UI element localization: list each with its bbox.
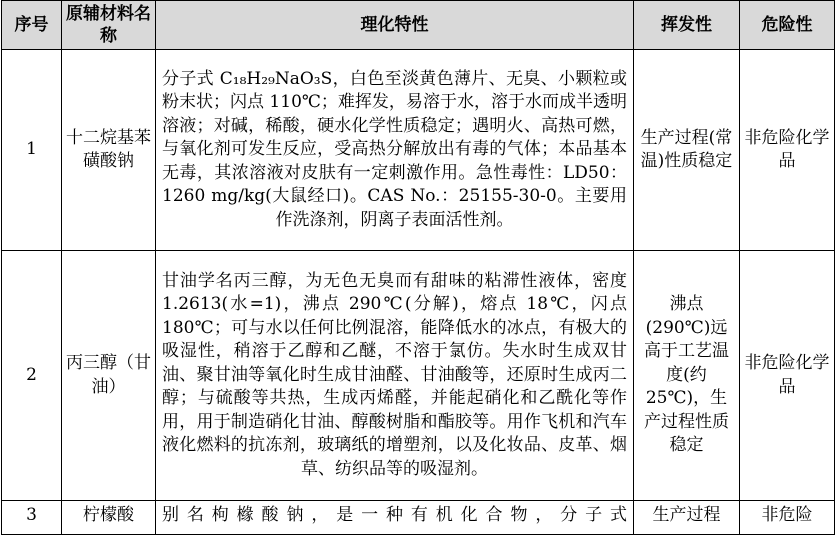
row-no: 3 [2,501,62,535]
row-properties: 分子式 C₁₈H₂₉NaO₃S，白色至淡黄色薄片、无臭、小颗粒或粉末状；闪点 110℃；难挥发，易溶于水，溶于水而成半透明溶液；对碱，稀酸，硬水化学性质稳定；遇明火、高热可燃，与氧化剂可发生反应，受高热分解放出有毒的气体；本品基本无毒，其浓溶液对皮肤有一定刺激作用。急性毒性：LD50：1260 mg/kg(大鼠经口)。CAS No.：25155-30-0。主要用作洗涤剂，阴离子表面活性剂。 [156,50,634,251]
table-row [2,251,835,501]
row-hazard: 非危险化学品 [740,251,835,501]
row-volatility: 生产过程(常温)性质稳定 [634,50,740,251]
header-volatility: 挥发性 [634,1,740,50]
header-row [2,1,835,50]
row-hazard: 非危险化学品 [740,50,835,251]
row-hazard: 非危险 [740,501,835,535]
row-volatility: 沸点(290℃)远高于工艺温度(约25℃)，生产过程性质稳定 [634,251,740,501]
row-no: 1 [2,50,62,251]
row-material-name: 丙三醇（甘油） [62,251,156,501]
row-material-name: 十二烷基苯磺酸钠 [62,50,156,251]
header-material-name: 原辅材料名称 [62,1,156,50]
row-material-name: 柠檬酸 [62,501,156,535]
header-no: 序号 [2,1,62,50]
row-properties: 别名枸橼酸钠，是一种有机化合物，分子式 [156,501,634,535]
row-properties: 甘油学名丙三醇，为无色无臭而有甜味的粘滞性液体，密度 1.2613(水=1)，沸点 290℃(分解)，熔点 18℃，闪点 180℃；可与水以任何比例混溶，能降低水的冰点，有极大的吸湿性，稍溶于乙醇和乙醚，不溶于氯仿。失水时生成双甘油、聚甘油等氧化时生成甘油醛、甘油酸等，还原时生成丙二醇；与硫酸等共热，生成丙烯醛，并能起硝化和乙酰化等作用，用于制造硝化甘油、醇酸树脂和酯胶等。用作飞机和汽车液化燃料的抗冻剂，玻璃纸的增塑剂，以及化妆品、皮革、烟草、纺织品等的吸湿剂。 [156,251,634,501]
row-no: 2 [2,251,62,501]
row-volatility: 生产过程 [634,501,740,535]
header-properties: 理化特性 [156,1,634,50]
materials-table [1,0,835,535]
header-hazard: 危险性 [740,1,835,50]
table-row [2,50,835,251]
table-row [2,501,835,535]
